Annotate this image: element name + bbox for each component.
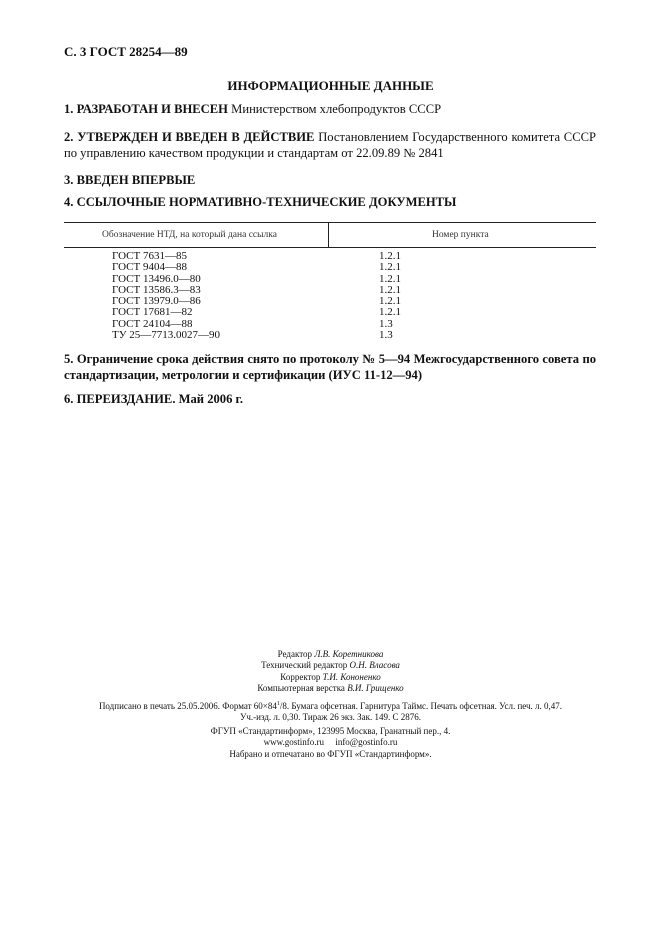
item-4: 4. ССЫЛОЧНЫЕ НОРМАТИВНО-ТЕХНИЧЕСКИЕ ДОКУМЕНТЫ xyxy=(64,195,457,209)
table-header-doc: Обозначение НТД, на который дана ссылка xyxy=(102,230,277,240)
print-line-2: Уч.-изд. л. 0,30. Тираж 26 экз. Зак. 149. С 2876. xyxy=(239,712,422,723)
item-1: 1. РАЗРАБОТАН И ВНЕСЕН Министерством хлебопродуктов СССР xyxy=(64,102,442,116)
table-row: ГОСТ 24104—88 1.3 xyxy=(112,317,393,330)
table-row: ГОСТ 13496.0—80 1.2.1 xyxy=(112,272,401,285)
imprint-publisher xyxy=(0,726,661,760)
table-top-rule xyxy=(64,222,596,223)
tech-editor-line: Технический редактор О.Н. Власова xyxy=(261,660,400,671)
table-row: ГОСТ 7631—85 1.2.1 xyxy=(112,250,401,262)
table-header-clause: Номер пункта xyxy=(432,230,489,240)
contacts-line xyxy=(0,737,661,748)
table-row: ГОСТ 13979.0—86 1.2.1 xyxy=(112,295,401,308)
section-title: ИНФОРМАЦИОННЫЕ ДАННЫЕ xyxy=(227,78,434,93)
imprint-credits xyxy=(0,649,661,695)
editor-line: Редактор Л.В. Коретникова xyxy=(277,649,384,659)
typeset-line: Набрано и отпечатано во ФГУП «Стандартинформ». xyxy=(229,748,432,759)
item-6: 6. ПЕРЕИЗДАНИЕ. Май 2006 г. xyxy=(64,392,243,406)
print-line-1: Подписано в печать 25.05.2006. Формат $60\times 84^1/8$. Бумага офсетная. Гарнитура Таймс. Печать офсетная. Усл. печ. л. 0,47. xyxy=(98,701,563,711)
table-row: ГОСТ 13586.3—83 1.2.1 xyxy=(112,283,401,296)
table-column-divider xyxy=(328,222,329,247)
item-5: 5. Ограничение срока действия снято по протоколу № 5—94 Межгосударственного совета по стандартизации, метрологии и сертификации (ИУС 11-12—94) xyxy=(64,352,596,382)
page-header: С. 3 ГОСТ 28254—89 xyxy=(64,44,188,59)
table-body xyxy=(64,251,596,341)
table-row: ТУ 25—7713.0027—90 1.3 xyxy=(112,329,393,342)
email-link[interactable]: info@gostinfo.ru xyxy=(335,737,398,748)
table-row: ГОСТ 17681—82 1.2.1 xyxy=(112,306,401,319)
item-2: 2. УТВЕРЖДЕН И ВВЕДЕН В ДЕЙСТВИЕ Постановлением Государственного комитета СССР по управлению качеством продукции и стандартам от 22.09.89 № 2841 xyxy=(64,130,597,160)
table-header-rule xyxy=(64,247,596,248)
corrector-line: Корректор Т.И. Кононенко xyxy=(280,671,381,682)
publisher-line: ФГУП «Стандартинформ», 123995 Москва, Гранатный пер., 4. xyxy=(210,726,451,736)
layout-line: Компьютерная верстка В.И. Грищенко xyxy=(257,683,404,694)
imprint-print-info xyxy=(0,699,661,724)
item-3: 3. ВВЕДЕН ВПЕРВЫЕ xyxy=(64,173,196,187)
table-row: ГОСТ 9404—88 1.2.1 xyxy=(112,261,401,274)
web-link[interactable]: www.gostinfo.ru xyxy=(263,737,325,748)
